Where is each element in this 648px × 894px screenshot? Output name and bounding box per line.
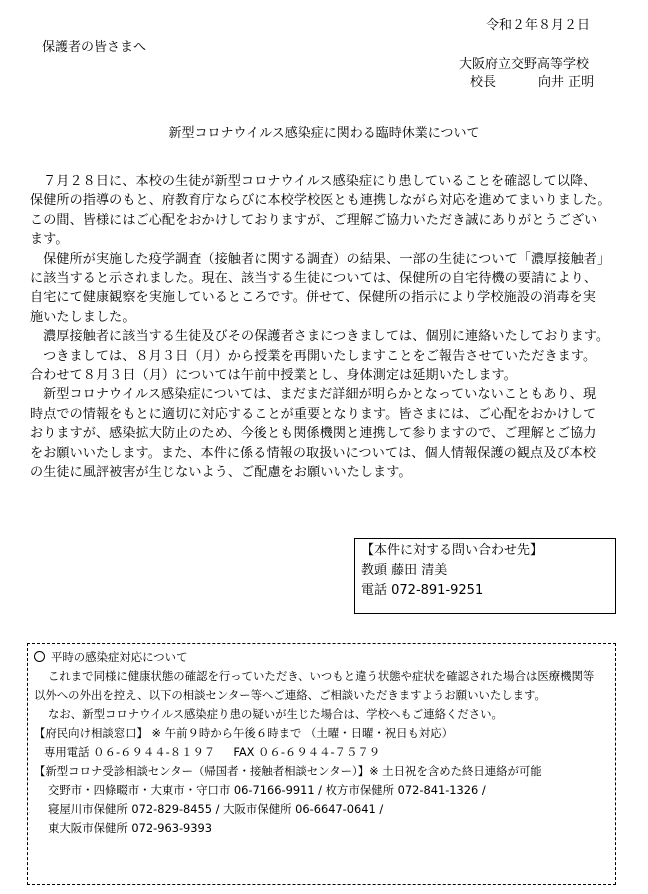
body-line: 時点での情報をもとに適切に対応することが重要となります。皆さまには、ご心配をおかけして: [30, 406, 597, 422]
contact-heading: 【本件に対する問い合わせ先】: [361, 543, 544, 558]
contact-phone: 電話 072-891-9251: [361, 583, 484, 598]
contact-box: [354, 538, 616, 614]
notice-heading-row: [34, 648, 609, 667]
document-title: 新型コロナウイルス感染症に関わる臨時休業について: [168, 126, 480, 141]
center-line: 東大阪市保健所 072-963-9393: [48, 821, 213, 835]
body-line: 自宅にて健康観察を実施しているところです。併せて、保健所の指示により学校施設の消毒を実: [30, 290, 596, 306]
body-line: ７月２８日に、本校の生徒が新型コロナウイルス感染症にり患していることを確認して以降、: [43, 174, 597, 189]
pref-contact-row: [34, 743, 609, 762]
body-line: 施いたしました。: [30, 309, 136, 325]
school-name: 大阪府立交野高等学校: [459, 57, 590, 72]
body-line: つきましては、８月３日（月）から授業を再開いたしますことをご報告させていただきます。: [43, 348, 597, 364]
notice-line: 以外への外出を控え、以下の相談センター等へご連絡、ご相談いただきますようお願いいたします。: [34, 688, 546, 702]
body-line: 濃厚接触者に該当する生徒及びその保護者さまにつきましては、個別に連絡いたしております。: [43, 329, 610, 345]
body-line: の生徒に風評被害が生じないよう、ご配慮をお願いいたします。: [30, 465, 412, 481]
body-line: をお願いいたします。また、本件に係る情報の取扱いについては、個人情報保護の観点及び本校: [30, 445, 597, 461]
body-line: ます。: [30, 232, 69, 248]
principal-signature: [470, 71, 594, 90]
notice-line: なお、新型コロナウイルス感染症り患の疑いが生じた場合は、学校へもご連絡ください。: [48, 707, 503, 721]
addressee: 保護者の皆さまへ: [42, 40, 147, 55]
letter-date: 令和２年８月２日: [485, 18, 590, 33]
letter-body: [30, 172, 614, 483]
notice-line: これまで同様に健康状態の確認を行っていただき、いつもと違う状態や症状を確認された場合は医療機関等: [48, 669, 595, 683]
pref-tel: 専用電話 ０６-６９４４-８１９７: [44, 745, 216, 759]
body-line: この間、皆様にはご心配をおかけしておりますが、ご理解ご協力いただき誠にありがとうござい: [30, 212, 598, 228]
principal-title: 校長: [470, 75, 497, 90]
notice-heading: 平時の感染症対応について: [51, 650, 188, 664]
body-line: に該当すると示されました。現在、該当する生徒については、保健所の自宅待機の要請により、: [30, 271, 598, 287]
pref-heading: 【府民向け相談窓口】 ※ 午前９時から午後６時まで （土曜・日曜・祝日も対応）: [34, 726, 454, 740]
circle-bullet-icon: [34, 651, 45, 662]
body-line: 新型コロナウイルス感染症については、まだまだ詳細が明らかとなっていないこともあり、現: [43, 387, 597, 403]
body-line: 合わせて８月３日（月）については午前中授業とし、身体測定は延期いたします。: [30, 368, 517, 384]
center-line: 寝屋川市保健所 072-829-8455 / 大阪市保健所 06-6647-0641 /: [48, 802, 384, 816]
center-line: 交野市・四條畷市・大東市・守口市 06-7166-9911 / 枚方市保健所 072-841-1326 /: [48, 783, 486, 797]
body-line: 保健所の指導のもと、府教育庁ならびに本校学校医とも連携しながら対応を進めてまいりました。: [30, 193, 611, 209]
body-line: おりますが、感染拡大防止のため、今後とも関係機関と連携して参りますので、ご理解とご協力: [30, 426, 597, 442]
principal-name: 向井 正明: [538, 75, 595, 90]
notice-box: [27, 643, 616, 885]
contact-person: 教頭 藤田 清美: [361, 563, 448, 578]
body-line: 保健所が実施した疫学調査（接触者に関する調査）の結果、一部の生徒について「濃厚接触者」: [43, 251, 611, 267]
pref-fax: FAX ０６-６９４４-７５７９: [233, 745, 381, 759]
center-heading: 【新型コロナ受診相談センター（帰国者・接触者相談センター）】※ 土日祝を含めた終日連絡が可能: [34, 764, 542, 778]
